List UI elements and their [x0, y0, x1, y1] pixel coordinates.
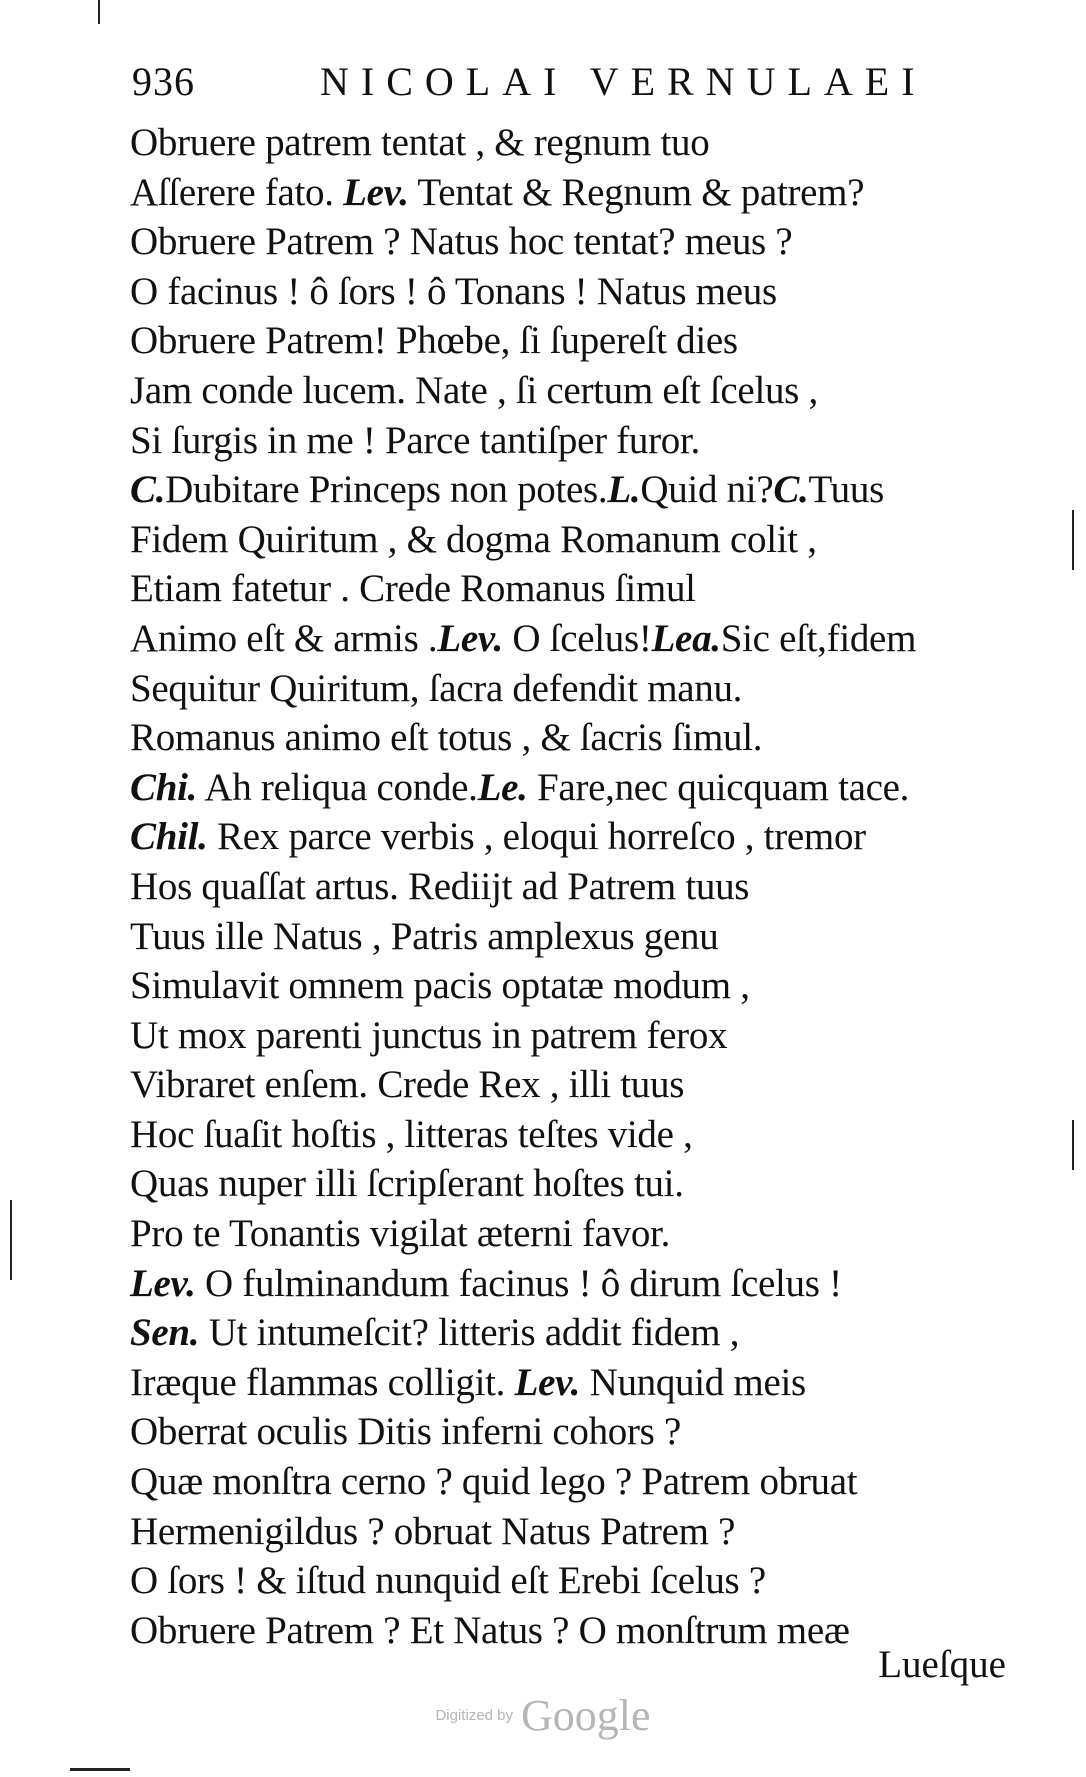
verse-line	[130, 1110, 1030, 1160]
speaker-label: C.	[773, 468, 809, 512]
verse-line	[130, 1407, 1030, 1457]
verse-line	[130, 1556, 1030, 1606]
speaker-label: Lev.	[130, 1261, 196, 1305]
verse-text-segment: Dubitare Princeps non potes.	[165, 468, 608, 512]
verse-line	[130, 763, 1030, 813]
scan-edge-mark	[98, 0, 100, 24]
speaker-label: Lev.	[437, 616, 503, 660]
verse-text-segment: Romanus animo eſt totus , & ſacris ſimul.	[130, 716, 763, 760]
verse-line	[130, 1209, 1030, 1259]
verse-line	[130, 267, 1030, 317]
verse-text-segment: Obruere patrem tentat , & regnum tuo	[130, 121, 710, 164]
speaker-label: Chi.	[130, 765, 198, 809]
verse-text-segment: Pro te Tonantis vigilat æterni favor.	[130, 1212, 671, 1256]
verse-text-segment: Fidem Quiritum , & dogma Romanum colit ,	[130, 517, 817, 561]
verse-line	[130, 1011, 1030, 1061]
verse-text-segment: Oberrat oculis Ditis inferni cohors ?	[130, 1410, 681, 1454]
verse-line	[130, 366, 1030, 416]
verse-text-segment: Hos quaſſat artus. Rediijt ad Patrem tuus	[130, 864, 750, 908]
verse-text-segment: Quas nuper illi ſcripſerant hoſtes tui.	[130, 1162, 684, 1206]
speaker-label: Lev.	[514, 1360, 581, 1404]
verse-line	[130, 168, 1030, 218]
verse-text-segment: Rex parce verbis , eloqui horreſco , tremor	[207, 815, 866, 859]
verse-line	[130, 564, 1030, 614]
verse-text-segment: Obruere Patrem ? Natus hoc tentat? meus ?	[130, 220, 793, 264]
verse-line	[130, 1308, 1030, 1358]
verse-text-segment: O fulminandum facinus ! ô dirum ſcelus !	[195, 1261, 842, 1305]
verse-line	[130, 1457, 1030, 1507]
speaker-label: Sen.	[130, 1311, 200, 1355]
verse-text-segment: Iræque flammas colligit.	[130, 1360, 515, 1404]
verse-text-segment: Sic eſt,fidem	[720, 616, 917, 660]
page-number: 936	[132, 59, 195, 104]
verse-line	[130, 664, 1030, 714]
scan-edge-mark	[1072, 510, 1074, 570]
speaker-label: Lea.	[651, 616, 721, 660]
verse-text-segment: Obruere Patrem! Phœbe, ſi ſupereſt dies	[130, 319, 738, 363]
speaker-label: Chil.	[130, 815, 208, 859]
verse-text-segment: Jam conde lucem. Nate , ſi certum eſt ſcelus ,	[130, 368, 818, 412]
verse-line	[130, 416, 1030, 466]
verse-line	[130, 912, 1030, 962]
verse-line	[130, 961, 1030, 1011]
verse-text-segment: O ſcelus!	[502, 616, 652, 660]
verse-line	[130, 1259, 1030, 1309]
verse-text-segment: Vibraret enſem. Crede Rex , illi tuus	[130, 1063, 685, 1107]
verse-text-segment: Tuus	[808, 468, 884, 512]
catchword: Lueſque	[878, 1643, 1006, 1686]
verse-text-segment: Fare,nec quicquam tace.	[527, 765, 910, 809]
verse-line	[130, 217, 1030, 267]
speaker-label: Lev.	[343, 170, 409, 214]
verse-text-segment: Hermenigildus ? obruat Natus Patrem ?	[130, 1509, 736, 1553]
digitization-watermark	[0, 1690, 1086, 1741]
verse-text-segment: Etiam fatetur . Crede Romanus ſimul	[130, 567, 696, 611]
verse-text-segment: Aſſerere fato.	[130, 170, 344, 214]
verse-line	[130, 614, 1030, 664]
verse-text-segment: Ut intumeſcit? litteris addit fidem ,	[199, 1311, 740, 1355]
speaker-label: Le.	[477, 765, 528, 809]
running-head	[132, 52, 932, 112]
verse-line	[130, 465, 1030, 515]
verse-text-segment: O facinus ! ô ſors ! ô Tonans ! Natus meus	[130, 269, 777, 313]
speaker-label: C.	[130, 468, 166, 512]
verse-line	[130, 1358, 1030, 1408]
verse-text-segment: Ah reliqua conde.	[197, 765, 478, 809]
verse-text	[130, 118, 1030, 1655]
verse-text-segment: Tuus ille Natus , Patris amplexus genu	[130, 914, 719, 958]
verse-line	[130, 862, 1030, 912]
verse-text-segment: Hoc ſuaſit hoſtis , litteras teſtes vide ,	[130, 1112, 693, 1156]
verse-line	[130, 812, 1030, 862]
running-title: NICOLAI VERNULAEI	[320, 59, 927, 104]
verse-line	[130, 1159, 1030, 1209]
verse-text-segment: Quid ni?	[640, 468, 774, 512]
verse-line	[130, 118, 1030, 168]
watermark-prefix: Digitized by	[435, 1707, 513, 1724]
verse-text-segment: Sequitur Quiritum, ſacra defendit manu.	[130, 666, 743, 710]
verse-text-segment: Tentat & Regnum & patrem?	[408, 170, 865, 214]
verse-text-segment: Animo eſt & armis .	[130, 616, 438, 660]
verse-line	[130, 316, 1030, 366]
verse-text-segment: Simulavit omnem pacis optatæ modum ,	[130, 964, 750, 1008]
verse-line	[130, 713, 1030, 763]
scan-edge-mark	[70, 1768, 130, 1771]
verse-text-segment: Quæ monſtra cerno ? quid lego ? Patrem obruat	[130, 1460, 858, 1504]
verse-text-segment: Obruere Patrem ? Et Natus ? O monſtrum meæ	[130, 1608, 850, 1652]
scan-edge-mark	[1072, 1120, 1074, 1170]
google-logo: Google	[521, 1691, 651, 1740]
verse-text-segment: Si ſurgis in me ! Parce tantiſper furor.	[130, 418, 700, 462]
scan-edge-mark	[10, 1200, 12, 1280]
verse-line	[130, 1507, 1030, 1557]
speaker-label: L.	[607, 468, 641, 512]
verse-text-segment: Ut mox parenti junctus in patrem ferox	[130, 1013, 728, 1057]
verse-line	[130, 515, 1030, 565]
verse-line	[130, 1060, 1030, 1110]
verse-text-segment: O ſors ! & iſtud nunquid eſt Erebi ſcelus ?	[130, 1559, 766, 1603]
verse-text-segment: Nunquid meis	[580, 1360, 806, 1404]
